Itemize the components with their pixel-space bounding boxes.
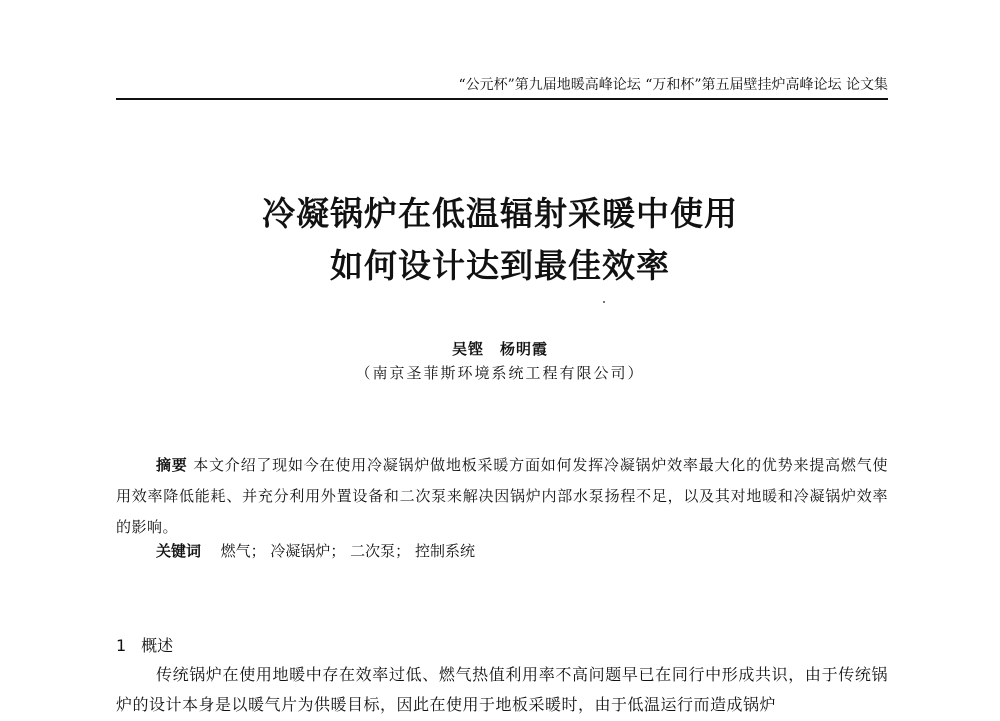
keywords-label: 关键词 [156, 542, 202, 560]
abstract-label: 摘要 [156, 456, 188, 474]
keyword-item: 冷凝锅炉； [270, 542, 346, 560]
section-title: 概述 [141, 636, 174, 655]
abstract-text: 本文介绍了现如今在使用冷凝锅炉做地板采暖方面如何发挥冷凝锅炉效率最大化的优势来提高燃气使用效率降低能耗、并充分利用外置设备和二次泵来解决因锅炉内部水泵扬程不足，以及其对地暖和冷凝锅炉效率的影响。 [116, 456, 888, 536]
section-1-heading [116, 633, 173, 656]
scan-speck [603, 301, 605, 303]
keyword-item: 控制系统 [414, 542, 475, 560]
keyword-item: 燃气； [220, 542, 266, 560]
header-rule [116, 98, 888, 100]
keywords [156, 540, 475, 561]
paper-title-line-1: 冷凝锅炉在低温辐射采暖中使用 [262, 194, 738, 233]
authors: 吴铿 杨明霞 [451, 340, 548, 358]
section-1-body: 传统锅炉在使用地暖中存在效率过低、燃气热值利用率不高问题早已在同行中形成共识，由于传统锅炉的设计本身是以暖气片为供暖目标，因此在使用于地板采暖时，由于低温运行而造成锅炉 [116, 665, 888, 714]
keyword-item: 二次泵； [350, 542, 411, 560]
paper-title-line-2: 如何设计达到最佳效率 [330, 246, 670, 285]
affiliation: （南京圣菲斯环境系统工程有限公司） [355, 364, 645, 382]
section-number: 1 [116, 636, 127, 655]
running-header: “公元杯”第九届地暖高峰论坛 “万和杯”第五届壁挂炉高峰论坛 论文集 [458, 77, 888, 93]
abstract [116, 450, 888, 543]
